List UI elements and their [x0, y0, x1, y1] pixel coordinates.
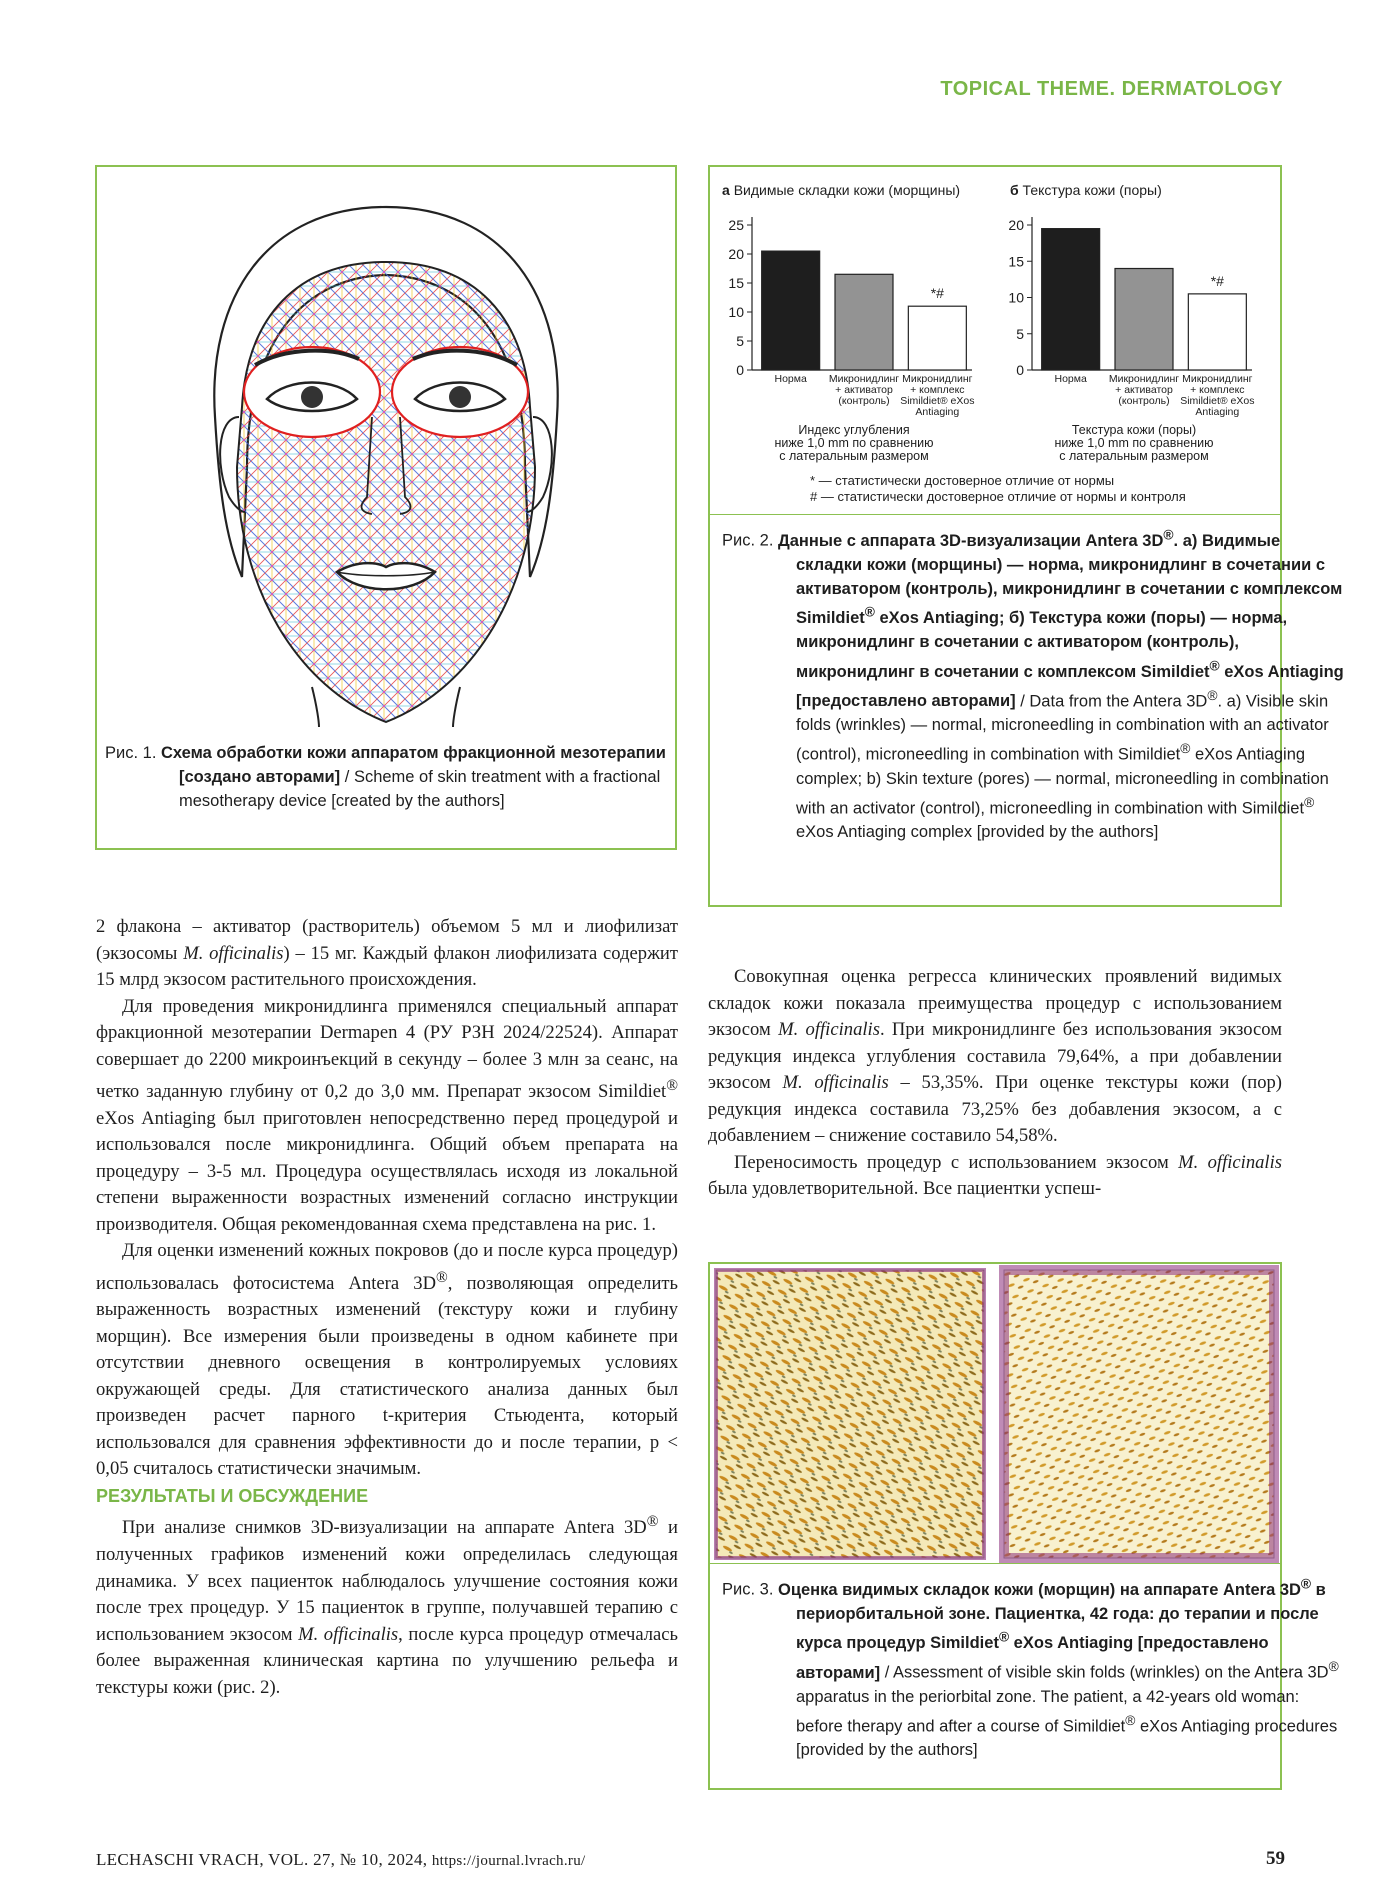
paragraph: Совокупная оценка регресса клинических проявлений видимых складок кожи показала преимущества процедур с использованием экзосом M. officinalis. При микронидлинге без использования экзосом редукция индекса углубления составила 79,64%, а при добавлении экзосом M. officinalis – 53,35%. При оценке текстуры кожи (пор) редукция индекса составила 73,25% без добавления экзосом, а с добавлением – снижение составило 54,58%. [708, 966, 1282, 1146]
category-label: Норма [1054, 373, 1087, 385]
category-label: + активатор [1115, 384, 1173, 396]
bar [835, 274, 893, 370]
chart-title: а Видимые складки кожи (морщины) [722, 182, 961, 198]
figure-3-caption: Рис. 3. Оценка видимых складок кожи (морщин) на аппарате Antera 3D® в периорбитальной зоне. Пациентка, 42 года: до терапии и после курса процедур Simildiet® eXos Antiaging [предоставлено авторами] / Assessment of visible skin folds (wrinkles) on the Antera 3D® apparatus in the periorbital zone. The patient, a 42-years old woman: before therapy and after a course of Simildiet® eXos Antiaging procedures [provided by the authors] [722, 1576, 1339, 1759]
y-tick-label: 20 [728, 246, 744, 262]
note-hash: # — статистически достоверное отличие от нормы и контроля [810, 489, 1186, 504]
category-label: Simildiet® eXos [1180, 395, 1255, 407]
note-star: * — статистически достоверное отличие от нормы [810, 473, 1115, 488]
paragraph: Переносимость процедур с использованием экзосом M. officinalis была удовлетворительной. Все пациентки успеш- [708, 1151, 1282, 1199]
right-column [708, 964, 1282, 1203]
figure-3-box [708, 1262, 1339, 1790]
category-label: + комплекс [1190, 384, 1245, 396]
bar [1188, 294, 1246, 370]
category-label: + активатор [835, 384, 893, 396]
journal-footer: LECHASCHI VRACH, VOL. 27, № 10, 2024, https://journal.lvrach.ru/ [96, 1850, 586, 1869]
y-tick-label: 25 [728, 217, 744, 233]
bar [1042, 229, 1100, 370]
category-label: Микронидлинг [828, 373, 900, 385]
category-label: Норма [774, 373, 807, 385]
face-scheme-illustration [97, 167, 675, 727]
before-image [716, 1270, 984, 1558]
y-tick-label: 5 [736, 333, 744, 349]
paragraph: 2 флакона – активатор (растворитель) объемом 5 мл и лиофилизат (экзосомы M. officinalis) – 15 мг. Каждый флакон лиофилизата содержит 15 млрд экзосом растительного происхождения. [96, 916, 678, 990]
category-label: Antiaging [915, 406, 960, 418]
category-label: Simildiet® eXos [900, 395, 975, 407]
category-label: (контроль) [1118, 395, 1170, 407]
chart-title: б Текстура кожи (поры) [1010, 182, 1162, 198]
y-tick-label: 15 [728, 275, 744, 291]
x-axis-label: с латеральным размером [1059, 449, 1209, 463]
paragraph: Для проведения микронидлинга применялся специальный аппарат фракционной мезотерапии Dermapen 4 (РУ РЗН 2024/22524). Аппарат совершает до 2200 микроинъекций в секунду – более 3 млн за сеанс, на четко заданную глубину от 0,2 до 3,0 мм. Препарат экзосом Simildiet® eXos Antiaging был приготовлен непосредственно перед процедурой и использовался после микронидлинга. Общий объем препарата на процедуру – 3-5 мл. Процедура осуществлялась исходя из локальной степени выраженности возрастных изменений согласно инструкции производителя. Общая рекомендованная схема представлена на рис. 1. [96, 995, 678, 1235]
category-label: Микронидлинг [1108, 373, 1180, 385]
x-axis-label: ниже 1,0 mm по сравнению [1054, 436, 1214, 450]
section-header: TOPICAL THEME. DERMATOLOGY [940, 78, 1283, 100]
x-axis-label: с латеральным размером [779, 449, 929, 463]
page-number: 59 [1266, 1848, 1285, 1869]
journal-url[interactable]: https://journal.lvrach.ru/ [431, 1853, 586, 1869]
figure-1-caption: Рис. 1. Схема обработки кожи аппаратом фракционной мезотерапии [создано авторами] / Scheme of skin treatment with a fractional mesotherapy device [created by the authors] [105, 744, 666, 810]
section-heading: РЕЗУЛЬТАТЫ И ОБСУЖДЕНИЕ [96, 1485, 369, 1506]
y-tick-label: 10 [728, 304, 744, 320]
bar-annotation: *# [930, 285, 944, 302]
paragraph: Для оценки изменений кожных покровов (до и после курса процедур) использовалась фотосистема Antera 3D®, позволяющая определить выраженность возрастных изменений (текстуру кожи и глубину морщин). Все измерения были произведены в одном кабинете при отсутствии дневного освещения в контролируемых условиях окружающей среды. Для статистического анализа данных был произведен расчет парного t-критерия Стьюдента, который использовался для сравнения эффективности до и после терапии, p < 0,05 считалось статистически значимым. [96, 1240, 679, 1480]
left-column [96, 914, 678, 1701]
after-image [1004, 1270, 1274, 1558]
y-tick-label: 5 [1016, 325, 1024, 342]
figure-2-box [708, 165, 1344, 907]
bar [762, 251, 820, 370]
x-axis-label: ниже 1,0 mm по сравнению [774, 436, 934, 450]
figure-2-caption: Рис. 2. Данные с аппарата 3D-визуализации Antera 3D®. а) Видимые складки кожи (морщины) — норма, микронидлинг в сочетании с активатором (контроль), микронидлинг в сочетании с комплексом Simildiet® eXos Antiaging; б) Текстура кожи (поры) — норма, микронидлинг в сочетании с активатором (контроль), микронидлинг в сочетании с комплексом Simildiet® eXos Antiaging [предоставлено авторами] / Data from the Antera 3D®. a) Visible skin folds (wrinkles) — normal, microneedling in combination with an activator (control), microneedling in combination with Simildiet® eXos Antiaging complex; b) Skin texture (pores) — normal, microneedling in combination with an activator (control), microneedling in combination with Simildiet® eXos Antiaging complex [provided by the authors] [722, 527, 1344, 841]
category-label: Antiaging [1195, 406, 1240, 418]
bar [1115, 269, 1173, 371]
y-tick-label: 0 [1016, 362, 1024, 378]
category-label: Микронидлинг [1182, 373, 1253, 385]
category-label: + комплекс [910, 384, 965, 396]
y-tick-label: 0 [736, 362, 744, 378]
antera-3d-images [710, 1264, 1280, 1564]
figure-2-charts [710, 167, 1280, 517]
bar [908, 306, 966, 370]
category-label: (контроль) [838, 395, 890, 407]
category-label: Микронидлинг [902, 373, 973, 385]
bar-annotation: *# [1210, 272, 1224, 289]
chart-notes [810, 473, 1270, 505]
y-tick-label: 20 [1008, 217, 1024, 233]
x-axis-label: Текстура кожи (поры) [1071, 423, 1197, 437]
figure-1-box [95, 165, 677, 850]
y-tick-label: 15 [1008, 253, 1024, 270]
y-tick-label: 10 [1008, 289, 1024, 306]
x-axis-label: Индекс углубления [798, 423, 910, 437]
paragraph: При анализе снимков 3D-визуализации на аппарате Antera 3D® и полученных графиков изменений кожи определилась следующая динамика. У всех пациенток наблюдалось улучшение состояния кожи после трех процедур. У 15 пациенток в группе, получавшей терапию с использованием экзосом M. officinalis, после курса процедур отмечалась более выраженная клиническая картина по улучшению рельефа и текстуры кожи (рис. 2). [96, 1513, 679, 1698]
